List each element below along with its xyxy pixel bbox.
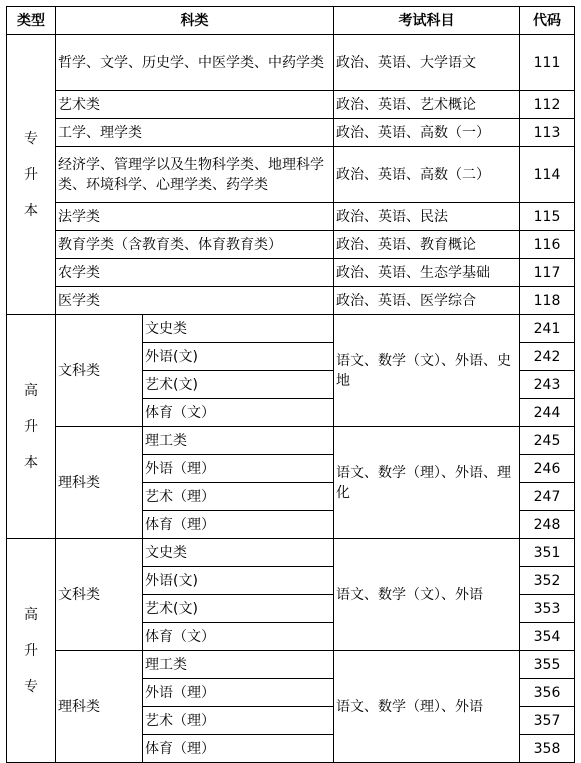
exam-cell: 语文、数学（理）、外语 — [334, 651, 520, 763]
type-char: 本 — [24, 454, 38, 471]
code-cell: 245 — [520, 427, 575, 455]
exam-cell: 政治、英语、民法 — [334, 203, 520, 231]
table-row — [7, 315, 575, 343]
exam-cell: 政治、英语、高数（二） — [334, 147, 520, 203]
code-cell: 244 — [520, 399, 575, 427]
exam-cell: 政治、英语、大学语文 — [334, 35, 520, 91]
type-cell-zsb — [7, 35, 56, 315]
category-cell: 文科类 — [56, 539, 143, 651]
category-cell: 文科类 — [56, 315, 143, 427]
type-char: 高 — [24, 382, 38, 399]
type-char: 高 — [24, 606, 38, 623]
sub-category-cell: 理工类 — [143, 427, 334, 455]
exam-cell: 语文、数学（文）、外语、史地 — [334, 315, 520, 427]
header-type: 类型 — [7, 7, 56, 35]
table-row — [7, 287, 575, 315]
table-row — [7, 231, 575, 259]
subject-cell: 医学类 — [56, 287, 334, 315]
table-row — [7, 651, 575, 679]
subject-cell: 艺术类 — [56, 91, 334, 119]
code-cell: 352 — [520, 567, 575, 595]
sub-category-cell: 艺术(文) — [143, 371, 334, 399]
sub-category-cell: 体育（理） — [143, 511, 334, 539]
exam-cell: 语文、数学（文）、外语 — [334, 539, 520, 651]
type-char: 本 — [24, 202, 38, 219]
sub-category-cell: 文史类 — [143, 315, 334, 343]
sub-category-cell: 体育（理） — [143, 735, 334, 763]
exam-cell: 政治、英语、教育概论 — [334, 231, 520, 259]
table-row — [7, 427, 575, 455]
exam-cell: 政治、英语、高数（一） — [334, 119, 520, 147]
table-row — [7, 35, 575, 91]
exam-subject-table — [6, 6, 575, 763]
exam-cell: 政治、英语、艺术概论 — [334, 91, 520, 119]
header-subject: 科类 — [56, 7, 334, 35]
code-cell: 113 — [520, 119, 575, 147]
sub-category-cell: 理工类 — [143, 651, 334, 679]
subject-cell: 法学类 — [56, 203, 334, 231]
code-cell: 112 — [520, 91, 575, 119]
code-cell: 353 — [520, 595, 575, 623]
code-cell: 115 — [520, 203, 575, 231]
type-cell-gqz — [7, 539, 56, 763]
code-cell: 242 — [520, 343, 575, 371]
sub-category-cell: 外语(文) — [143, 343, 334, 371]
exam-cell: 语文、数学（理）、外语、理化 — [334, 427, 520, 539]
subject-cell: 经济学、管理学以及生物科学类、地理科学类、环境科学、心理学类、药学类 — [56, 147, 334, 203]
table-row — [7, 203, 575, 231]
code-cell: 247 — [520, 483, 575, 511]
exam-cell: 政治、英语、生态学基础 — [334, 259, 520, 287]
subject-cell: 工学、理学类 — [56, 119, 334, 147]
code-cell: 116 — [520, 231, 575, 259]
exam-cell: 政治、英语、医学综合 — [334, 287, 520, 315]
category-cell: 理科类 — [56, 427, 143, 539]
code-cell: 355 — [520, 651, 575, 679]
code-cell: 241 — [520, 315, 575, 343]
sub-category-cell: 外语（理） — [143, 455, 334, 483]
type-char: 升 — [24, 166, 38, 183]
table-row — [7, 147, 575, 203]
code-cell: 357 — [520, 707, 575, 735]
table-row — [7, 539, 575, 567]
header-row — [7, 7, 575, 35]
code-cell: 351 — [520, 539, 575, 567]
sub-category-cell: 艺术（理） — [143, 707, 334, 735]
header-exam: 考试科目 — [334, 7, 520, 35]
type-char: 升 — [24, 418, 38, 435]
sub-category-cell: 艺术(文) — [143, 595, 334, 623]
code-cell: 111 — [520, 35, 575, 91]
code-cell: 118 — [520, 287, 575, 315]
code-cell: 243 — [520, 371, 575, 399]
sub-category-cell: 外语(文) — [143, 567, 334, 595]
code-cell: 358 — [520, 735, 575, 763]
sub-category-cell: 外语（理） — [143, 679, 334, 707]
table-row — [7, 259, 575, 287]
table-row — [7, 119, 575, 147]
code-cell: 246 — [520, 455, 575, 483]
code-cell: 248 — [520, 511, 575, 539]
subject-cell: 农学类 — [56, 259, 334, 287]
type-char: 专 — [24, 130, 38, 147]
subject-cell: 教育学类（含教育类、体育教育类） — [56, 231, 334, 259]
sub-category-cell: 体育（文） — [143, 399, 334, 427]
sub-category-cell: 体育（文） — [143, 623, 334, 651]
code-cell: 114 — [520, 147, 575, 203]
subject-cell: 哲学、文学、历史学、中医学类、中药学类 — [56, 35, 334, 91]
sub-category-cell: 艺术（理） — [143, 483, 334, 511]
type-char: 升 — [24, 642, 38, 659]
type-char: 专 — [24, 678, 38, 695]
category-cell: 理科类 — [56, 651, 143, 763]
type-cell-gqb — [7, 315, 56, 539]
header-code: 代码 — [520, 7, 575, 35]
code-cell: 356 — [520, 679, 575, 707]
sub-category-cell: 文史类 — [143, 539, 334, 567]
code-cell: 117 — [520, 259, 575, 287]
code-cell: 354 — [520, 623, 575, 651]
table-row — [7, 91, 575, 119]
